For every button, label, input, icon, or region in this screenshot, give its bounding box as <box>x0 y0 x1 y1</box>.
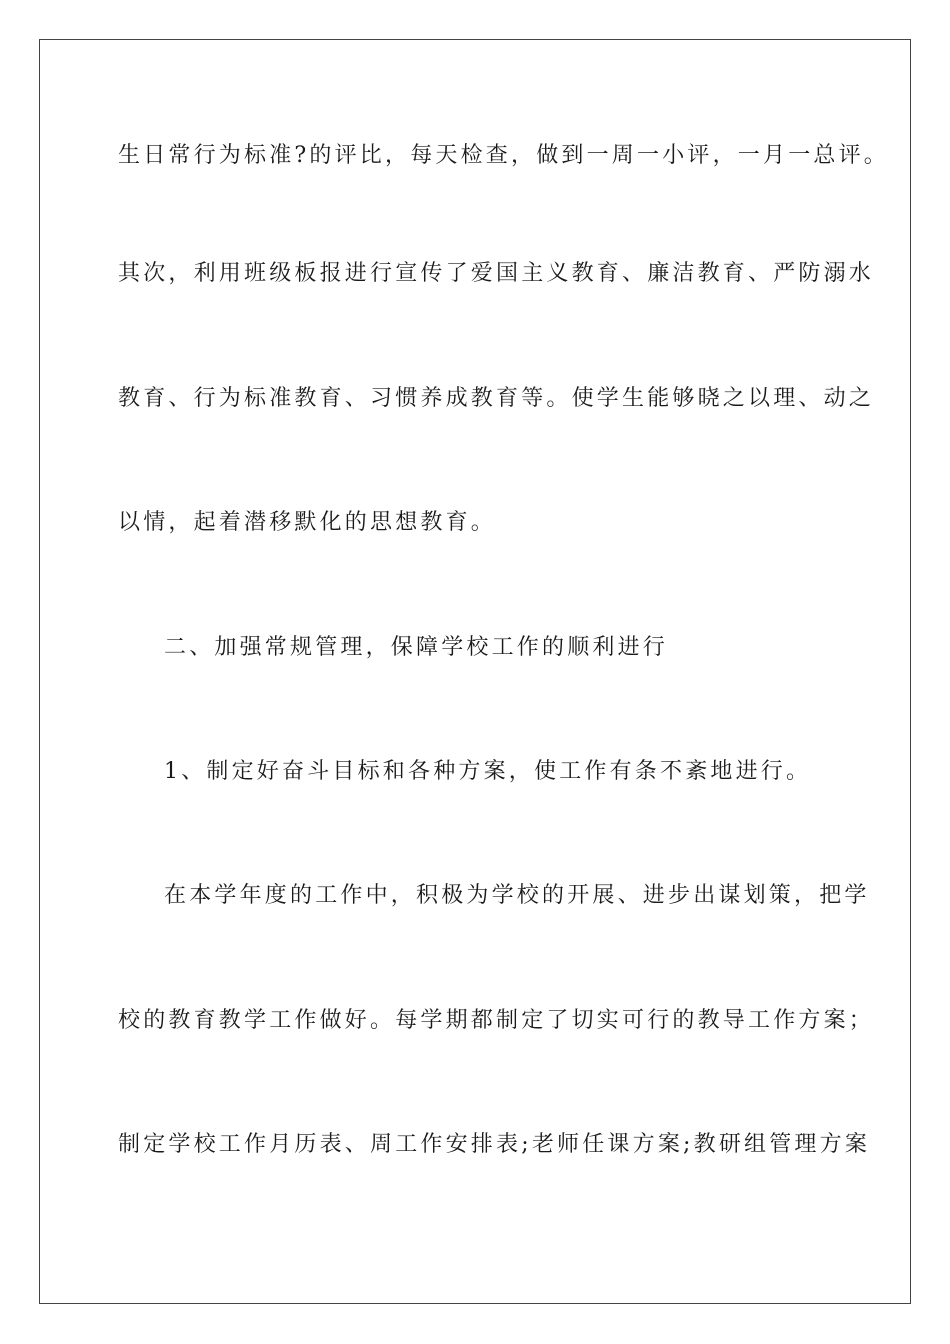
section-heading: 二、加强常规管理，保障学校工作的顺利进行 <box>164 635 669 660</box>
paragraph-line: 教育、行为标准教育、习惯养成教育等。使学生能够晓之以理、动之 <box>118 386 875 411</box>
paragraph-line: 以情，起着潜移默化的思想教育。 <box>118 510 497 535</box>
paragraph-line: 校的教育教学工作做好。每学期都制定了切实可行的教导工作方案； <box>118 1008 875 1033</box>
page-border <box>39 39 911 1304</box>
paragraph-line: 制定学校工作月历表、周工作安排表;老师任课方案;教研组管理方案 <box>118 1132 871 1157</box>
paragraph-line: 其次，利用班级板报进行宣传了爱国主义教育、廉洁教育、严防溺水 <box>118 261 875 286</box>
paragraph-line: 生日常行为标准?的评比，每天检查，做到一周一小评，一月一总评。 <box>118 143 889 168</box>
subsection-heading: 1、制定好奋斗目标和各种方案，使工作有条不紊地进行。 <box>164 759 812 784</box>
paragraph-line: 在本学年度的工作中，积极为学校的开展、进步出谋划策，把学 <box>164 883 870 908</box>
